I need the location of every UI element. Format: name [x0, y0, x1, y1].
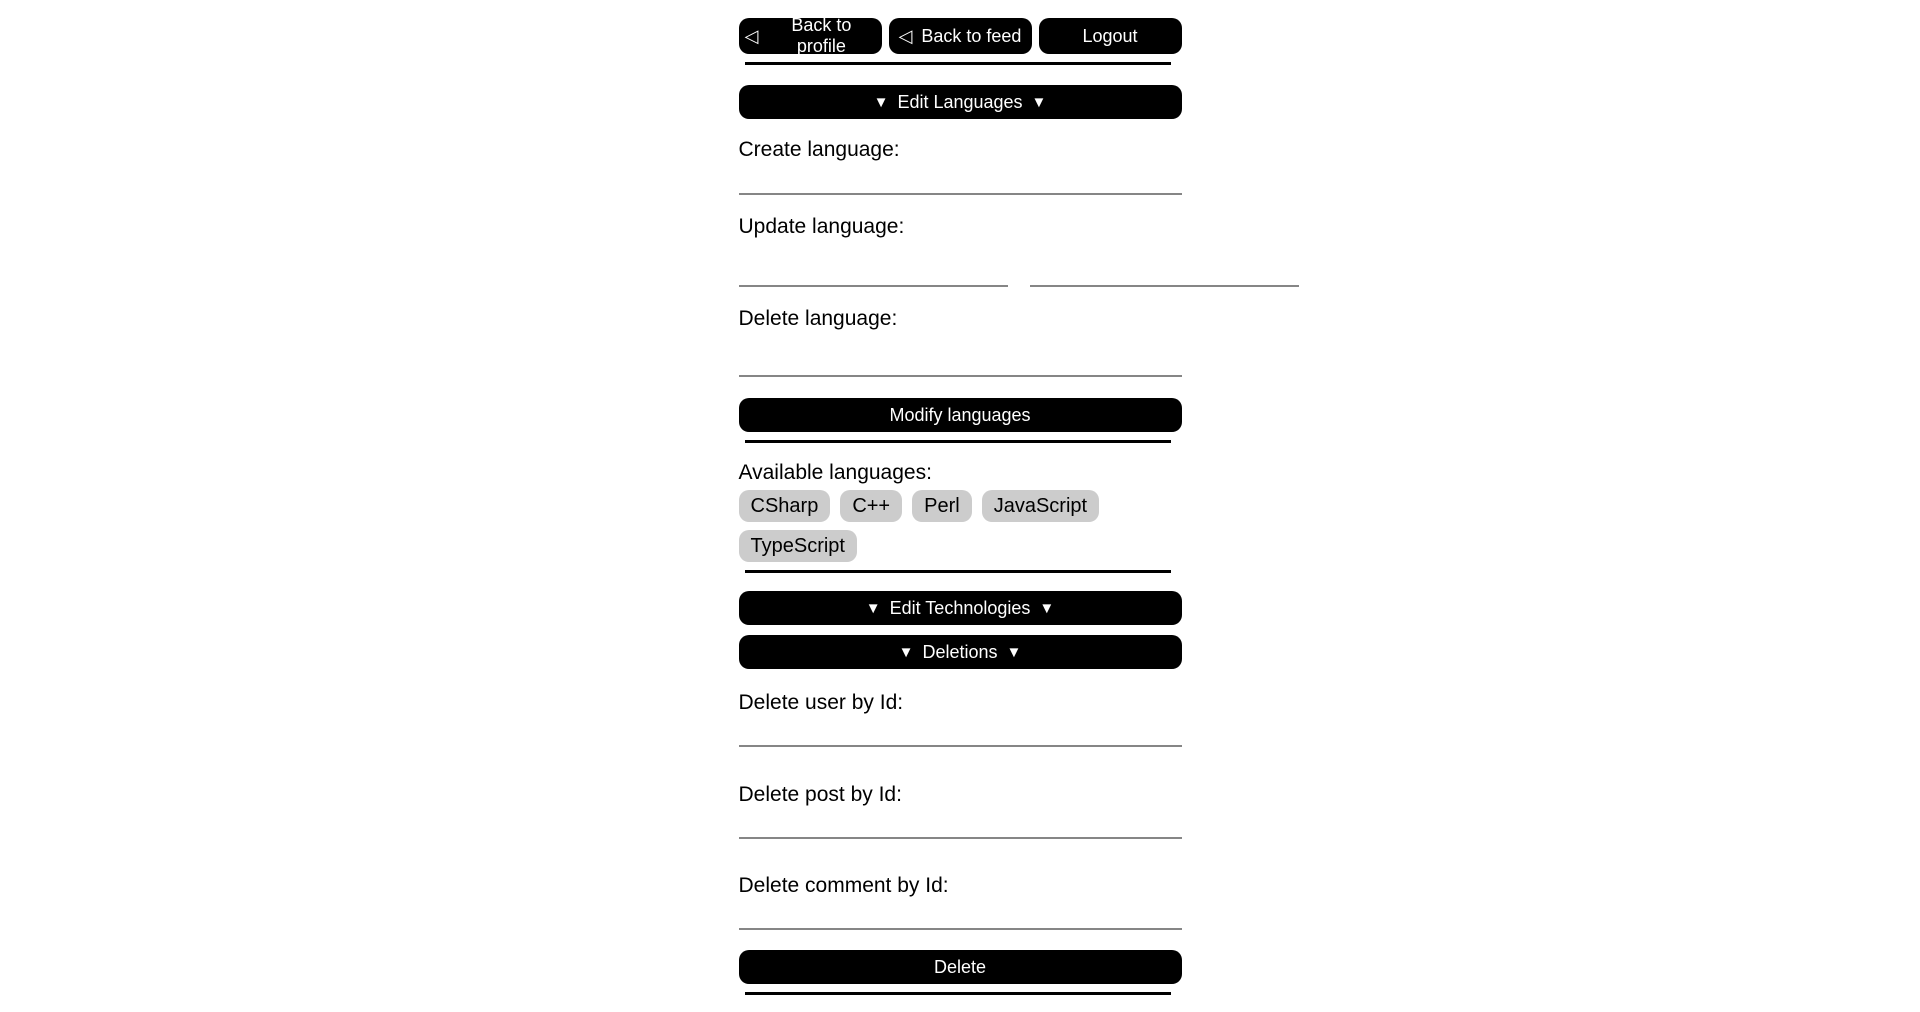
admin-panel-column	[739, 0, 1182, 995]
language-tag-javascript[interactable]: JavaScript	[982, 490, 1099, 522]
section-divider	[745, 62, 1171, 65]
edit-languages-toggle[interactable]	[739, 85, 1182, 119]
delete-language-label: Delete language:	[738, 307, 898, 330]
section-divider	[745, 440, 1171, 443]
section-divider	[745, 570, 1171, 573]
back-to-feed-label: Back to feed	[921, 25, 1022, 46]
update-language-to-input[interactable]	[1030, 241, 1299, 287]
edit-technologies-toggle[interactable]	[739, 591, 1182, 625]
triangle-down-icon: ▼	[1031, 93, 1047, 111]
deletions-toggle-label: Deletions	[922, 641, 998, 662]
update-language-label: Update language:	[738, 215, 905, 238]
delete-user-id-input[interactable]	[739, 717, 1182, 747]
triangle-down-icon: ▼	[898, 643, 914, 661]
delete-post-id-label: Delete post by Id:	[738, 783, 902, 806]
delete-button[interactable]	[739, 950, 1182, 984]
logout-button[interactable]	[1039, 18, 1182, 54]
delete-user-id-label: Delete user by Id:	[738, 691, 904, 714]
triangle-left-icon: ◁	[898, 26, 913, 46]
triangle-down-icon: ▼	[873, 93, 889, 111]
back-to-feed-button[interactable]	[889, 18, 1032, 54]
triangle-down-icon: ▼	[1006, 643, 1022, 661]
modify-languages-label: Modify languages	[889, 404, 1031, 425]
back-to-profile-label: Back to profile	[791, 15, 852, 56]
language-tag-typescript[interactable]: TypeScript	[739, 530, 857, 562]
delete-post-id-input[interactable]	[739, 809, 1182, 839]
deletions-toggle[interactable]	[739, 635, 1182, 669]
logout-label: Logout	[1082, 25, 1138, 46]
edit-languages-toggle-label: Edit Languages	[897, 91, 1023, 112]
language-tag-perl[interactable]: Perl	[912, 490, 972, 522]
back-to-profile-button[interactable]	[739, 15, 882, 56]
create-language-input[interactable]	[739, 164, 1182, 195]
delete-comment-id-label: Delete comment by Id:	[738, 874, 949, 897]
edit-technologies-toggle-label: Edit Technologies	[889, 597, 1031, 618]
triangle-left-icon: ◁	[744, 26, 759, 46]
language-tag-csharp[interactable]: CSharp	[739, 490, 831, 522]
modify-languages-button[interactable]	[739, 398, 1182, 432]
triangle-down-icon: ▼	[865, 599, 881, 617]
create-language-label: Create language:	[738, 138, 900, 161]
delete-button-label: Delete	[933, 956, 987, 977]
available-languages-label: Available languages:	[738, 461, 932, 484]
triangle-down-icon: ▼	[1039, 599, 1055, 617]
language-tag-cpp[interactable]: C++	[840, 490, 902, 522]
update-language-from-input[interactable]	[739, 241, 1008, 287]
delete-language-input[interactable]	[739, 333, 1182, 377]
section-divider	[745, 992, 1171, 995]
language-tags	[739, 490, 1182, 562]
top-nav	[739, 15, 1182, 56]
delete-comment-id-input[interactable]	[739, 900, 1182, 930]
update-language-row	[739, 241, 1182, 287]
